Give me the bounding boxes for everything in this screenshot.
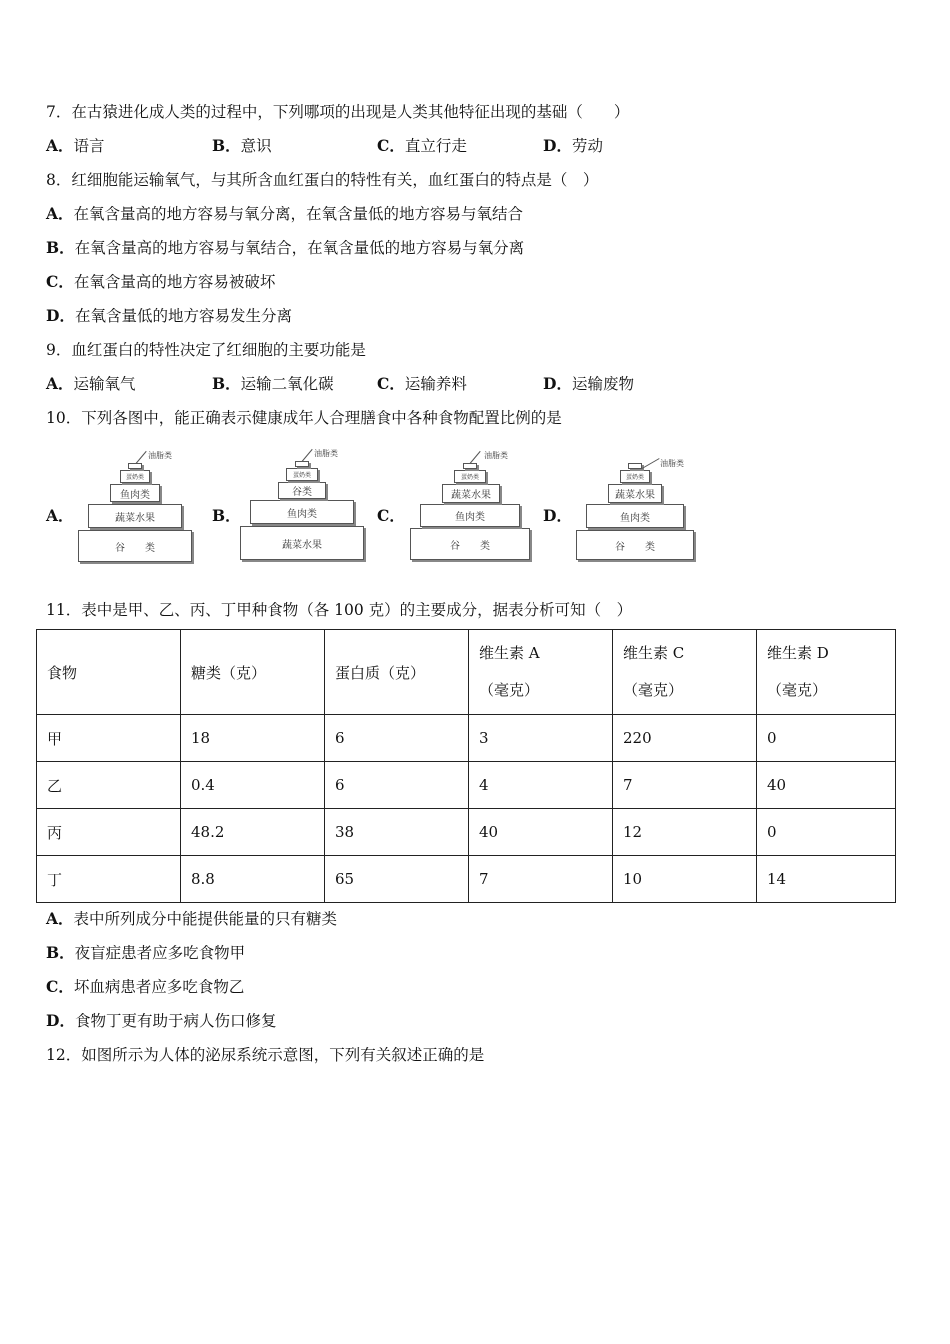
- table-cell: 6: [325, 715, 469, 762]
- q8-option-a[interactable]: A．在氧含量高的地方容易与氧分离，在氧含量低的地方容易与氧结合: [46, 204, 524, 223]
- table-cell: 7: [469, 856, 613, 903]
- q9-option-a[interactable]: A．运输氧气: [46, 374, 136, 393]
- q7-option-a[interactable]: A．语言: [46, 136, 105, 155]
- pyramid-level-1: 谷 类: [78, 530, 192, 562]
- table-cell: 3: [469, 715, 613, 762]
- q11-stem: 11．表中是甲、乙、丙、丁甲种食物（各 100 克）的主要成分，据表分析可知（ ）: [46, 601, 633, 619]
- pyramid-leader-line: [302, 449, 313, 462]
- q11-option-d[interactable]: D．食物丁更有助于病人伤口修复: [46, 1011, 277, 1030]
- table-header-cell: 蛋白质（克）: [325, 630, 469, 715]
- q7-option-c[interactable]: C．直立行走: [377, 136, 467, 155]
- q7-option-d[interactable]: D．劳动: [543, 136, 603, 155]
- table-cell: 0: [757, 809, 896, 856]
- table-header-row: [37, 630, 896, 715]
- q10-pyramid-b[interactable]: [240, 444, 370, 564]
- table-header-cell: 食物: [37, 630, 181, 715]
- pyramid-level-5: [128, 463, 142, 469]
- table-cell: 7: [613, 762, 757, 809]
- table-header-cell: 维生素 D （毫克）: [757, 630, 896, 715]
- pyramid-level-1: 蔬菜水果: [240, 526, 364, 560]
- q8-option-b[interactable]: B．在氧含量高的地方容易与氧结合，在氧含量低的地方容易与氧分离: [46, 238, 525, 257]
- q9-option-d[interactable]: D．运输废物: [543, 374, 634, 393]
- table-cell: 40: [469, 809, 613, 856]
- table-header-cell: 糖类（克）: [181, 630, 325, 715]
- q12-stem: 12．如图所示为人体的泌尿系统示意图，下列有关叙述正确的是: [46, 1046, 485, 1064]
- q8-stem: 8．红细胞能运输氧气，与其所含血红蛋白的特性有关，血红蛋白的特点是（ ）: [46, 171, 599, 189]
- pyramid-level-4: 蛋奶类: [120, 470, 150, 483]
- pyramid-level-4: 蛋奶类: [286, 468, 318, 481]
- pyramid-leader-line: [470, 451, 481, 464]
- q10-option-a-label[interactable]: A．: [46, 506, 74, 525]
- table-cell: 40: [757, 762, 896, 809]
- pyramid-level-3: 谷类: [278, 482, 326, 499]
- q9-stem: 9．血红蛋白的特性决定了红细胞的主要功能是: [46, 341, 366, 359]
- q7-option-b[interactable]: B．意识: [212, 136, 272, 155]
- pyramid-level-2: 蔬菜水果: [88, 504, 182, 528]
- table-cell: 丁: [37, 856, 181, 903]
- q8-option-c[interactable]: C．在氧含量高的地方容易被破坏: [46, 272, 276, 291]
- table-row: [37, 762, 896, 809]
- pyramid-level-2: 鱼肉类: [420, 504, 520, 527]
- q10-option-c-label[interactable]: C．: [377, 506, 405, 525]
- q11-option-a[interactable]: A．表中所列成分中能提供能量的只有糖类: [46, 909, 338, 928]
- table-cell: 10: [613, 856, 757, 903]
- table-cell: 14: [757, 856, 896, 903]
- q10-pyramid-a[interactable]: [78, 444, 198, 564]
- q8-option-d[interactable]: D．在氧含量低的地方容易发生分离: [46, 306, 292, 325]
- q9-option-b[interactable]: B．运输二氧化碳: [212, 374, 334, 393]
- table-cell: 220: [613, 715, 757, 762]
- q10-pyramid-d[interactable]: [576, 444, 706, 564]
- nutrition-table: [36, 629, 896, 903]
- table-cell: 乙: [37, 762, 181, 809]
- pyramid-level-3: 蔬菜水果: [608, 484, 662, 503]
- table-row: [37, 715, 896, 762]
- pyramid-level-2: 鱼肉类: [250, 500, 354, 524]
- pyramid-tag: 油脂类: [660, 459, 684, 468]
- table-cell: 8.8: [181, 856, 325, 903]
- table-row: [37, 809, 896, 856]
- pyramid-tag: 油脂类: [314, 449, 338, 458]
- table-cell: 0.4: [181, 762, 325, 809]
- pyramid-level-3: 鱼肉类: [110, 484, 160, 502]
- table-cell: 65: [325, 856, 469, 903]
- table-cell: 4: [469, 762, 613, 809]
- q10-pyramid-c[interactable]: [410, 444, 540, 564]
- table-cell: 6: [325, 762, 469, 809]
- table-cell: 18: [181, 715, 325, 762]
- pyramid-leader-line: [642, 458, 660, 469]
- pyramid-level-3: 蔬菜水果: [442, 484, 500, 503]
- pyramid-level-4: 蛋奶类: [454, 470, 486, 483]
- q10-option-d-label[interactable]: D．: [543, 506, 572, 525]
- q10-option-b-label[interactable]: B．: [212, 506, 241, 525]
- q7-stem: 7．在古猿进化成人类的过程中，下列哪项的出现是人类其他特征出现的基础（ ）: [46, 103, 630, 121]
- table-header-cell: 维生素 C （毫克）: [613, 630, 757, 715]
- pyramid-level-1: 谷 类: [410, 528, 530, 560]
- table-header-cell: 维生素 A （毫克）: [469, 630, 613, 715]
- table-cell: 12: [613, 809, 757, 856]
- table-cell: 丙: [37, 809, 181, 856]
- pyramid-level-4: 蛋奶类: [620, 470, 650, 483]
- table-cell: 0: [757, 715, 896, 762]
- table-cell: 甲: [37, 715, 181, 762]
- pyramid-tag: 油脂类: [148, 451, 172, 460]
- table-row: [37, 856, 896, 903]
- q10-stem: 10．下列各图中，能正确表示健康成年人合理膳食中各种食物配置比例的是: [46, 409, 562, 427]
- q9-option-c[interactable]: C．运输养料: [377, 374, 467, 393]
- table-cell: 38: [325, 809, 469, 856]
- q11-option-c[interactable]: C．坏血病患者应多吃食物乙: [46, 977, 245, 996]
- q11-option-b[interactable]: B．夜盲症患者应多吃食物甲: [46, 943, 246, 962]
- pyramid-leader-line: [136, 451, 147, 464]
- pyramid-level-5: [628, 463, 642, 469]
- table-cell: 48.2: [181, 809, 325, 856]
- pyramid-level-1: 谷 类: [576, 530, 694, 560]
- pyramid-level-2: 鱼肉类: [586, 504, 684, 528]
- pyramid-tag: 油脂类: [484, 451, 508, 460]
